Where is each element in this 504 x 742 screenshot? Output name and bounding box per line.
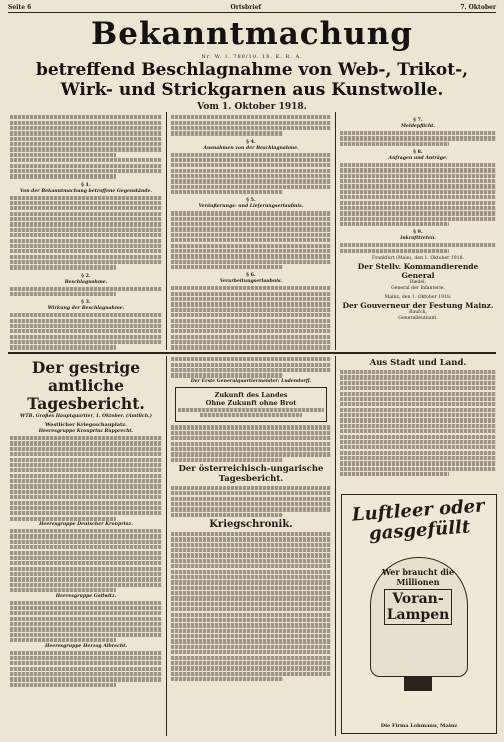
section-divider <box>8 352 496 354</box>
issue-date: 7. Oktober <box>460 4 496 11</box>
army-group-2: Heeresgruppe Deutscher Kronprinz. <box>39 522 133 527</box>
signature-place: Frankfurt (Main), den 1. Oktober 1918. <box>372 255 464 261</box>
lamp-advertisement <box>341 494 497 734</box>
ordinance-column-1 <box>10 114 162 350</box>
army-group-3: Heeresgruppe Gallwitz. <box>55 593 117 599</box>
signature-name-2: Baufch, <box>409 309 427 315</box>
section-2-title: Beschlagnahme. <box>64 279 108 285</box>
running-header <box>8 3 496 13</box>
lamp-ad-footer: Die Firma Lohmann, Mainz <box>380 723 458 729</box>
section-4-title: Ausnahmen von der Beschlagnahme. <box>203 145 299 151</box>
ordinance-column-3 <box>340 114 496 350</box>
page-number: Seite 6 <box>8 4 32 11</box>
section-9-title: Inkrafttreten. <box>400 236 436 242</box>
lamp-ad-tagline: Luftleer oder gasgefüllt <box>351 495 486 545</box>
war-loan-ad <box>175 387 327 423</box>
austro-report-headline: Der österreichisch-ungarische Tagesbericht. <box>178 463 324 484</box>
section-7: § 7. <box>413 117 423 123</box>
lamp-ad-question: Wer braucht die Millionen <box>381 567 455 587</box>
section-5-title: Veräußerungs- und Lieferungserlaubnis. <box>198 204 304 210</box>
middle-news-column <box>171 356 331 736</box>
column-rule <box>166 112 167 350</box>
section-5: § 5. <box>246 197 256 204</box>
western-front-heading: Westlicher Kriegsschauplatz. <box>45 422 127 428</box>
war-loan-ad-title: Zukunft des Landes <box>214 390 288 399</box>
signature-name: Riedel, <box>409 279 427 285</box>
section-1-title: Von der Bekanntmachung betroffene Gegenstände. <box>20 188 152 194</box>
report-signature: Der Erste Generalquartiermeister: Ludendorff. <box>190 378 312 384</box>
section-3-title: Wirkung der Beschlagnahme. <box>47 306 125 312</box>
page-title: Bekanntmachung <box>91 16 413 52</box>
signature-rank: General der Infanterie. <box>391 285 445 291</box>
section-4: § 4. <box>246 138 256 145</box>
daily-report-headline: Der gestrige amtliche Tagesbericht. <box>27 358 145 413</box>
paper-name: Ortsbrief <box>230 4 262 11</box>
section-2: § 2. <box>81 272 91 279</box>
column-rule <box>166 356 167 736</box>
war-loan-ad-line: Ohne Zukunft ohne Brot <box>205 398 297 407</box>
section-6-title: Verarbeitungserlaubnis. <box>219 279 283 285</box>
lamp-socket-icon <box>404 677 432 691</box>
ordinance-column-2 <box>171 114 331 350</box>
section-7-title: Meldepflicht. <box>400 124 436 129</box>
section-8: § 8. <box>413 148 423 155</box>
signature-frankfurt <box>340 256 496 292</box>
section-8-title: Anfragen und Anträge. <box>388 155 448 161</box>
war-chronicle-headline: Kriegschronik. <box>209 518 293 530</box>
signature-body-2: Der Gouverneur der Festung Mainz. <box>342 300 494 310</box>
daily-report-column <box>10 356 162 736</box>
signature-rank-2: Generalleutnant. <box>398 315 438 321</box>
ordinance-number: Nr. W. I. 780/10. 18. K. R. A. <box>201 54 303 60</box>
section-6: § 6. <box>246 272 256 279</box>
section-1: § 1. <box>81 181 91 188</box>
local-news-headline: Aus Stadt und Land. <box>369 358 467 368</box>
daily-report-dateline: WTB. Großes Hauptquartier, 1. Oktober. (Amtlich.) <box>20 414 152 419</box>
lamp-ad-brand: Voran-Lampen <box>384 589 452 625</box>
signature-mainz <box>340 295 496 322</box>
section-9: § 9. <box>413 229 423 236</box>
section-3: § 3. <box>81 299 91 306</box>
signature-place-2: Mainz, den 1. Oktober 1918. <box>384 294 452 300</box>
column-rule <box>335 356 336 736</box>
ordinance-headline: betreffend Beschlagnahme von Web-, Trikot-, Wirk- und Strickgarnen aus Kunstwolle. <box>35 60 469 100</box>
local-news-column <box>340 356 496 492</box>
army-group-1: Heeresgruppe Kronprinz Rupprecht. <box>38 429 134 434</box>
ordinance-date: Vom 1. Oktober 1918. <box>197 102 307 112</box>
lamp-ad-body <box>374 567 462 627</box>
signature-body: Der Stellv. Kommandierende General <box>357 261 479 280</box>
column-rule <box>335 112 336 350</box>
army-group-4: Heeresgruppe Herzog Albrecht. <box>45 643 127 649</box>
